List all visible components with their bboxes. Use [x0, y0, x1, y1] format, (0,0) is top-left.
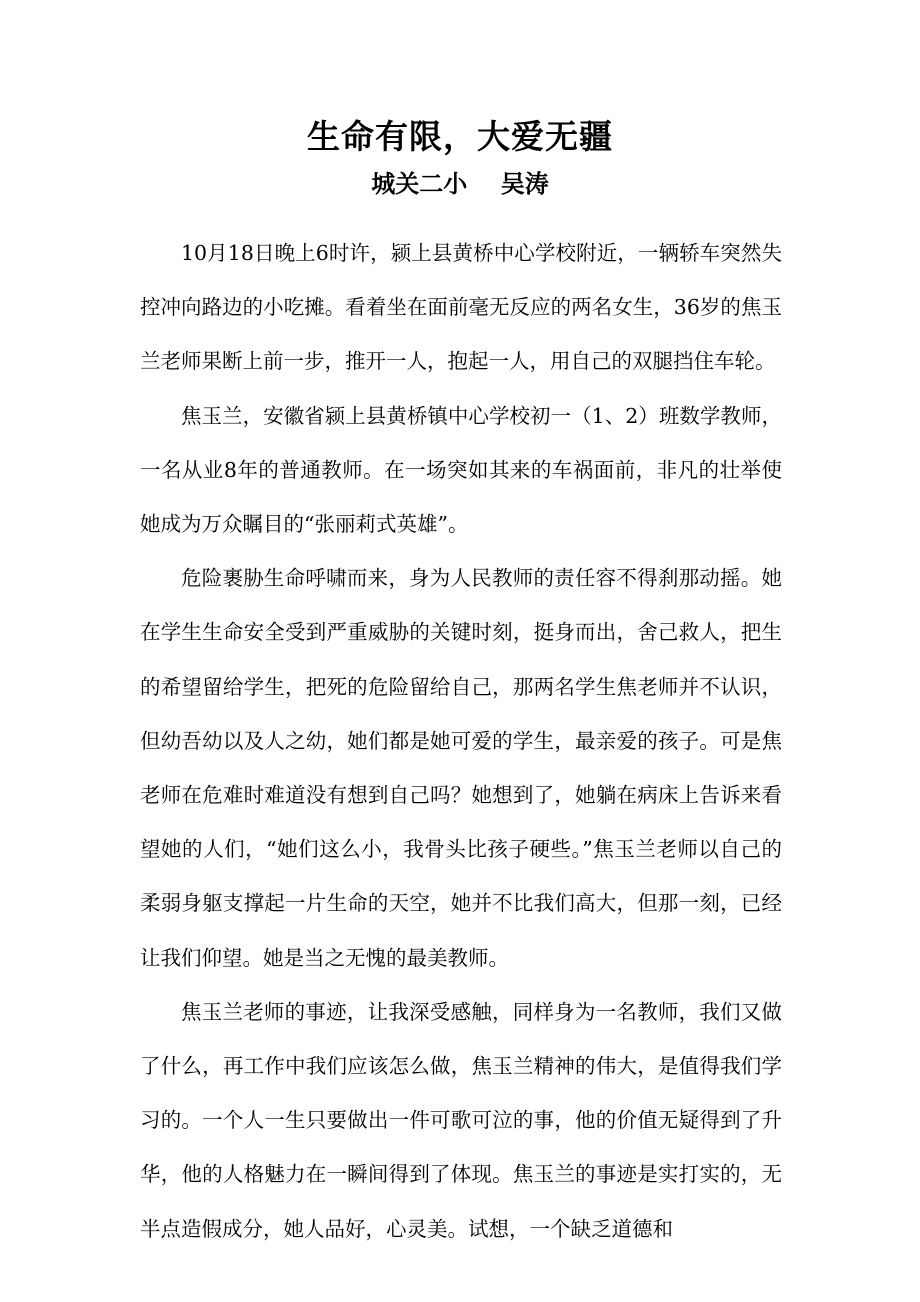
document-author: 城关二小 吴涛 [371, 169, 549, 198]
paragraph-2: 焦玉兰，安徽省颍上县黄桥镇中心学校初一（1、2）班数学教师，一名从业8年的普通教师。在一场突如其来的车祸面前，非凡的壮举使她成为万众瞩目的“张丽莉式英雄”。 [140, 403, 782, 537]
document-body [140, 226, 782, 1256]
paragraph-1: 10月18日晚上6时许，颍上县黄桥中心学校附近，一辆轿车突然失控冲向路边的小吃摊。看着坐在面前毫无反应的两名女生，36岁的焦玉兰老师果断上前一步，推开一人，抱起一人，用自己的双腿挡住车轮。 [140, 241, 782, 374]
paragraph-4: 焦玉兰老师的事迹，让我深受感触，同样身为一名教师，我们又做了什么，再工作中我们应该怎么做，焦玉兰精神的伟大，是值得我们学习的。一个人一生只要做出一件可歌可泣的事，他的价值无疑得到了升华，他的人格魅力在一瞬间得到了体现。焦玉兰的事迹是实打实的，无半点造假成分，她人品好，心灵美。试想，一个缺乏道德和 [140, 999, 782, 1241]
document-title: 生命有限，大爱无疆 [307, 117, 613, 156]
paragraph-3: 危险裹胁生命呼啸而来，身为人民教师的责任容不得刹那动摇。她在学生生命安全受到严重威胁的关键时刻，挺身而出，舍己救人，把生的希望留给学生，把死的危险留给自己，那两名学生焦老师并不认识，但幼吾幼以及人之幼，她们都是她可爱的学生，最亲爱的孩子。可是焦老师在危难时难道没有想到自己吗？她想到了，她躺在病床上告诉来看望她的人们，“她们这么小，我骨头比孩子硬些。”焦玉兰老师以自己的柔弱身躯支撑起一片生命的天空，她并不比我们高大，但那一刻，已经让我们仰望。她是当之无愧的最美教师。 [140, 566, 782, 970]
